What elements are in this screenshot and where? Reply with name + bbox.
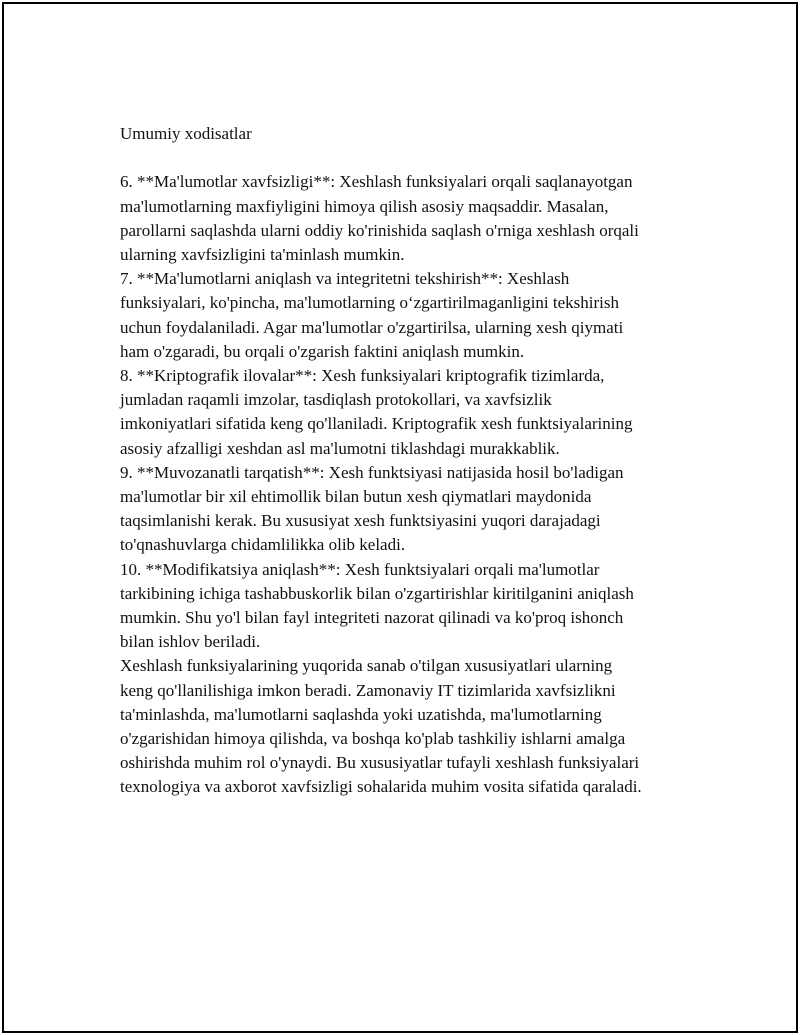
text-line: oshirishda muhim rol o'ynaydi. Bu xususiyatlar tufayli xeshlash funksiyalari	[120, 753, 640, 773]
text-line: imkoniyatlari sifatida keng qo'llaniladi. Kriptografik xesh funktsiyalarining	[120, 414, 633, 434]
text-line: 9. **Muvozanatli tarqatish**: Xesh funktsiyasi natijasida hosil bo'ladigan	[120, 462, 624, 482]
text-line: taqsimlanishi kerak. Bu xususiyat xesh funktsiyasini yuqori darajadagi	[120, 511, 601, 531]
text-line: o'zgarishidan himoya qilishda, va boshqa ko'plab tashkiliy ishlarni amalga	[120, 729, 626, 749]
text-line: uchun foydalaniladi. Agar ma'lumotlar o'zgartirilsa, ularning xesh qiymati	[120, 317, 624, 337]
text-line: texnologiya va axborot xavfsizligi sohalarida muhim vosita sifatida qaraladi.	[120, 777, 642, 797]
text-line: to'qnashuvlarga chidamlilikka olib keladi.	[120, 535, 406, 555]
text-line: bilan ishlov beriladi.	[120, 632, 261, 652]
text-line: 7. **Ma'lumotlarni aniqlash va integritetni tekshirish**: Xeshlash	[120, 269, 570, 289]
text-line: keng qo'llanilishiga imkon beradi. Zamonaviy IT tizimlarida xavfsizlikni	[120, 680, 616, 700]
text-line: ta'minlashda, ma'lumotlarni saqlashda yoki uzatishda, ma'lumotlarning	[120, 704, 602, 724]
text-line: mumkin. Shu yo'l bilan fayl integriteti nazorat qilinadi va ko'proq ishonch	[120, 608, 624, 628]
text-line: tarkibining ichiga tashabbuskorlik bilan o'zgartirishlar kiritilganini aniqlash	[120, 583, 634, 603]
paragraph-cryptographic-apps	[120, 364, 700, 461]
paragraph-balanced-distribution	[120, 461, 700, 558]
document-body	[120, 122, 700, 800]
document-page	[2, 2, 798, 1033]
paragraph-conclusion	[120, 654, 700, 799]
text-line: 10. **Modifikatsiya aniqlash**: Xesh funktsiyalari orqali ma'lumotlar	[120, 559, 600, 579]
text-line: 6. **Ma'lumotlar xavfsizligi**: Xeshlash funksiyalari orqali saqlanayotgan	[120, 172, 633, 192]
text-line: parollarni saqlashda ularni oddiy ko'rinishida saqlash o'rniga xeshlash orqali	[120, 220, 639, 240]
text-line: asosiy afzalligi xeshdan asl ma'lumotni tiklashdagi murakkablik.	[120, 438, 560, 458]
text-line: 8. **Kriptografik ilovalar**: Xesh funksiyalari kriptografik tizimlarda,	[120, 366, 605, 386]
text-line: ham o'zgaradi, bu orqali o'zgarish faktini aniqlash mumkin.	[120, 341, 525, 361]
text-line: ularning xavfsizligini ta'minlash mumkin.	[120, 245, 405, 264]
document-heading: Umumiy xodisatlar	[120, 124, 252, 143]
paragraph-integrity-check	[120, 267, 700, 364]
paragraph-modification-detection	[120, 558, 700, 655]
text-line: Xeshlash funksiyalarining yuqorida sanab o'tilgan xususiyatlari ularning	[120, 656, 613, 676]
text-line: jumladan raqamli imzolar, tasdiqlash protokollari, va xavfsizlik	[120, 390, 552, 410]
paragraph-data-security	[120, 170, 700, 267]
text-line: funksiyalari, ko'pincha, ma'lumotlarning o‘zgartirilmaganligini tekshirish	[120, 293, 620, 313]
text-line: ma'lumotlarning maxfiyligini himoya qilish asosiy maqsaddir. Masalan,	[120, 196, 609, 216]
text-line: ma'lumotlar bir xil ehtimollik bilan butun xesh qiymatlari maydonida	[120, 487, 592, 507]
